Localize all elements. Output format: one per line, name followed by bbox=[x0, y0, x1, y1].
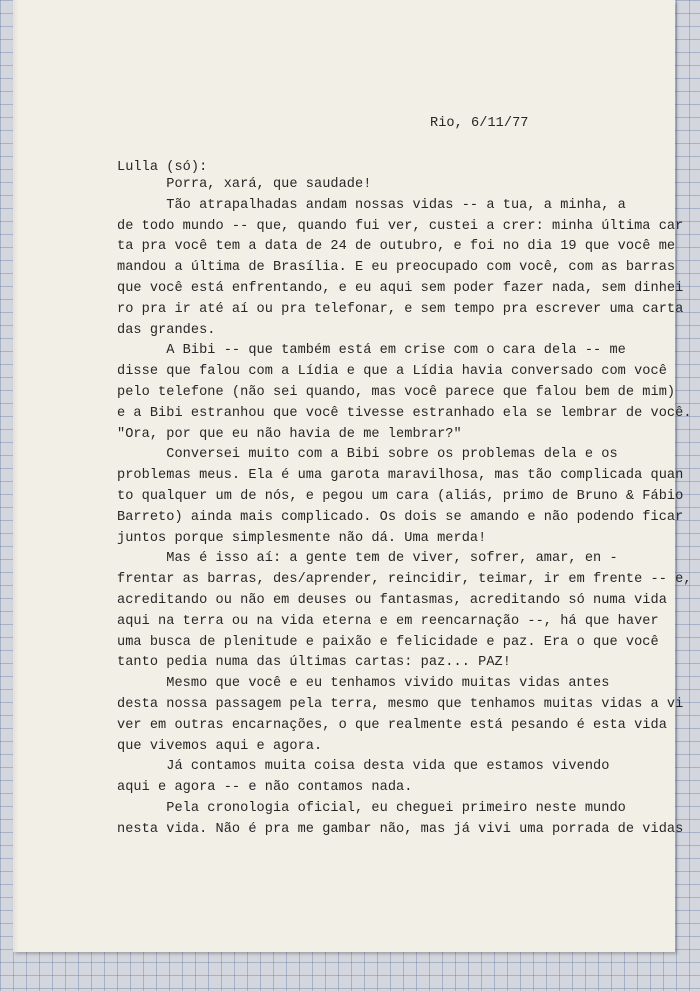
letter-line: que vivemos aqui e agora. bbox=[117, 738, 323, 754]
letter-line: Barreto) ainda mais complicado. Os dois se amando e não podendo ficar bbox=[117, 509, 684, 525]
letter-line: aqui e agora -- e não contamos nada. bbox=[117, 780, 413, 796]
letter-line: das grandes. bbox=[117, 322, 216, 338]
letter-line: nesta vida. Não é pra me gambar não, mas já vivi uma porrada de vidas bbox=[117, 821, 684, 837]
letter-line: uma busca de plenitude e paixão e felicidade e paz. Era o que você bbox=[117, 634, 659, 650]
letter-line: acreditando ou não em deuses ou fantasmas, acreditando só numa vida bbox=[117, 593, 667, 608]
letter-line: desta nossa passagem pela terra, mesmo que tenhamos muitas vidas a vi bbox=[117, 697, 684, 712]
letter-line: que você está enfrentando, e eu aqui sem poder fazer nada, sem dinhei bbox=[117, 281, 684, 296]
letter-line: Pela cronologia oficial, eu cheguei primeiro neste mundo bbox=[117, 801, 626, 816]
letter-line: "Ora, por que eu não havia de me lembrar?" bbox=[117, 426, 462, 442]
letter-line: juntos porque simplesmente não dá. Uma merda! bbox=[117, 530, 487, 546]
letter-date: Rio, 6/11/77 bbox=[430, 116, 529, 131]
letter-line: Porra, xará, que saudade! bbox=[117, 177, 372, 192]
letter-line: e a Bibi estranhou que você tivesse estranhado ela se lembrar de você. bbox=[117, 405, 692, 421]
letter-line: Mesmo que você e eu tenhamos vivido muitas vidas antes bbox=[117, 676, 610, 692]
letter-salutation: Lulla (só): bbox=[117, 160, 208, 175]
letter-line: frentar as barras, des/aprender, reincidir, teimar, ir em frente -- e, bbox=[117, 572, 692, 588]
letter-line: ta pra você tem a data de 24 de outubro, e foi no dia 19 que você me bbox=[117, 239, 676, 255]
letter-line: disse que falou com a Lídia e que a Lídia havia conversado com você bbox=[117, 364, 667, 380]
letter-line: Já contamos muita coisa desta vida que estamos vivendo bbox=[117, 759, 610, 775]
letter-line: tanto pedia numa das últimas cartas: paz... PAZ! bbox=[117, 655, 511, 671]
letter-line: A Bibi -- que também está em crise com o cara dela -- me bbox=[117, 343, 626, 359]
letter-line: to qualquer um de nós, e pegou um cara (aliás, primo de Bruno & Fábio bbox=[117, 489, 684, 504]
letter-page bbox=[13, 0, 692, 952]
letter-line: pelo telefone (não sei quando, mas você parece que falou bem de mim) bbox=[117, 385, 676, 400]
letter-line: mandou a última de Brasília. E eu preocupado com você, com as barras bbox=[117, 260, 676, 276]
letter-line: ro pra ir até aí ou pra telefonar, e sem tempo pra escrever uma carta bbox=[117, 301, 684, 317]
letter-line: de todo mundo -- que, quando fui ver, custei a crer: minha última car bbox=[117, 218, 684, 234]
letter-line: ver em outras encarnações, o que realmente está pesando é esta vida bbox=[117, 717, 667, 733]
letter-line: problemas meus. Ela é uma garota maravilhosa, mas tão complicada quan bbox=[117, 468, 684, 484]
letter-line: Tão atrapalhadas andam nossas vidas -- a tua, a minha, a bbox=[117, 197, 626, 213]
letter-line: aqui na terra ou na vida eterna e em reencarnação --, há que haver bbox=[117, 613, 659, 629]
letter-line: Mas é isso aí: a gente tem de viver, sofrer, amar, en - bbox=[117, 551, 618, 567]
letter-line: Conversei muito com a Bibi sobre os problemas dela e os bbox=[117, 447, 618, 463]
